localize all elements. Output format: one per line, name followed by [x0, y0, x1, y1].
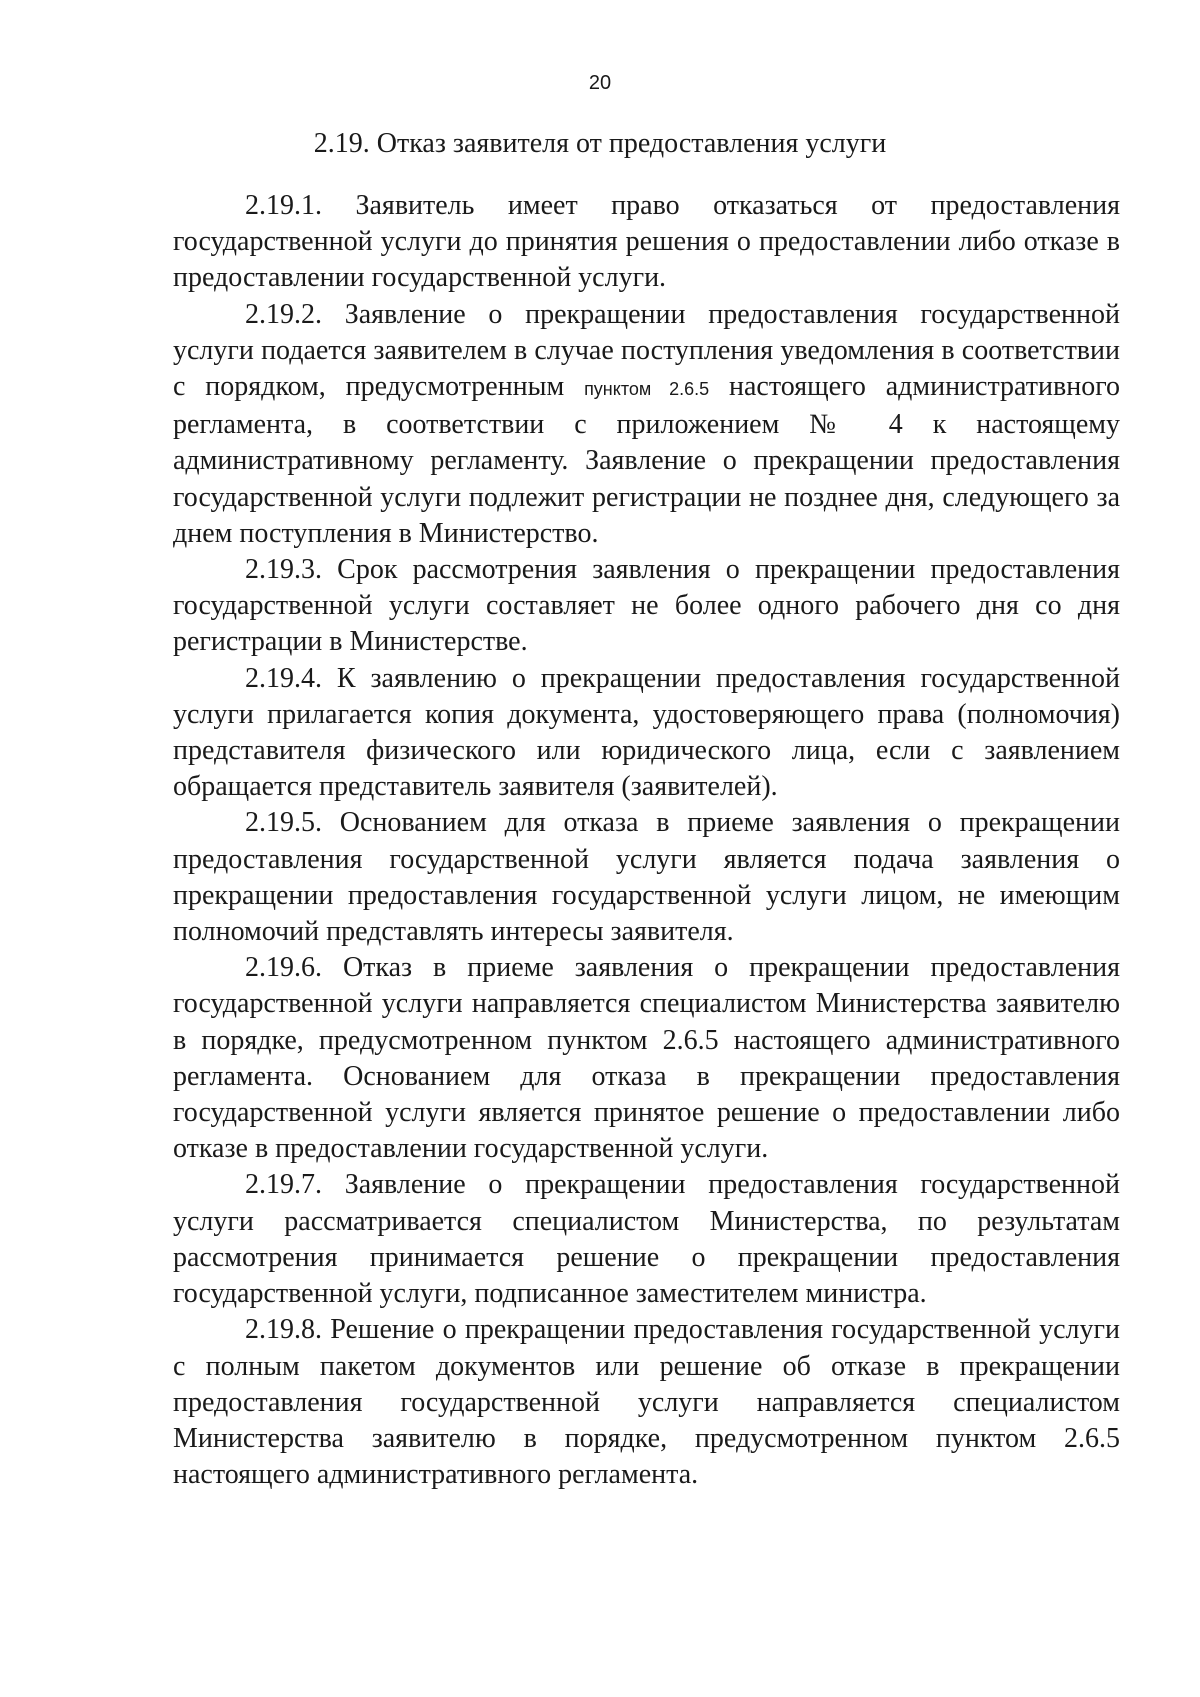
- paragraph-2-19-2-end: настоящего административного регламента, в соответствии с приложением № 4 к настоящему административному регламенту. Заявление о прекращении предоставления государственной услуги подлежит регистрации не позднее дня, следующего за днем поступления в Министерство.: [173, 371, 1120, 549]
- paragraph-2-19-4: 2.19.4. К заявлению о прекращении предоставления государственной услуги прилагается копия документа, удостоверяющего права (полномочия) представителя физического или юридического лица, если с заявлением обращается представитель заявителя (заявителей).: [173, 662, 1120, 803]
- paragraph-2-19-2: [173, 297, 1120, 552]
- paragraph-2-19-5: 2.19.5. Основанием для отказа в приеме заявления о прекращении предоставления государственной услуги является подача заявления о прекращении предоставления государственной услуги лицом, не имеющим полномочий представлять интересы заявителя.: [173, 807, 1120, 948]
- paragraph-2-19-1: 2.19.1. Заявитель имеет право отказаться от предоставления государственной услуги до принятия решения о предоставлении либо отказе в предоставлении государственной услуги.: [173, 190, 1120, 294]
- paragraph-2-19-2-start: 2.19.2. Заявление о прекращении предоставления государственной услуги подается заявителем в случае поступления уведомления в соответствии с порядком, предусмотренным: [173, 298, 1120, 403]
- page-number: 20: [588, 72, 612, 94]
- paragraph-2-19-6: 2.19.6. Отказ в приеме заявления о прекращении предоставления государственной услуги направляется специалистом Министерства заявителю в порядке, предусмотренном пунктом 2.6.5 настоящего административного регламента. Основанием для отказа в прекращении предоставления государственной услуги является принятое решение о предоставлении либо отказе в предоставлении государственной услуги.: [173, 952, 1120, 1165]
- document-body: [173, 188, 1120, 1493]
- paragraph-2-19-8: 2.19.8. Решение о прекращении предоставления государственной услуги с полным пакетом документов или решение об отказе в прекращении предоставления государственной услуги направляется специалистом Министерства заявителю в порядке, предусмотренном пунктом 2.6.5 настоящего административного регламента.: [173, 1314, 1120, 1491]
- paragraph-2-19-3: 2.19.3. Срок рассмотрения заявления о прекращении предоставления государственной услуги составляет не более одного рабочего дня со дня регистрации в Министерстве.: [173, 554, 1120, 658]
- paragraph-2-19-7: 2.19.7. Заявление о прекращении предоставления государственной услуги рассматривается специалистом Министерства, по результатам рассмотрения принимается решение о прекращении предоставления государственной услуги, подписанное заместителем министра.: [173, 1169, 1120, 1310]
- section-title: 2.19. Отказ заявителя от предоставления услуги: [313, 128, 887, 159]
- clause-reference: пунктом 2.6.5: [584, 379, 710, 400]
